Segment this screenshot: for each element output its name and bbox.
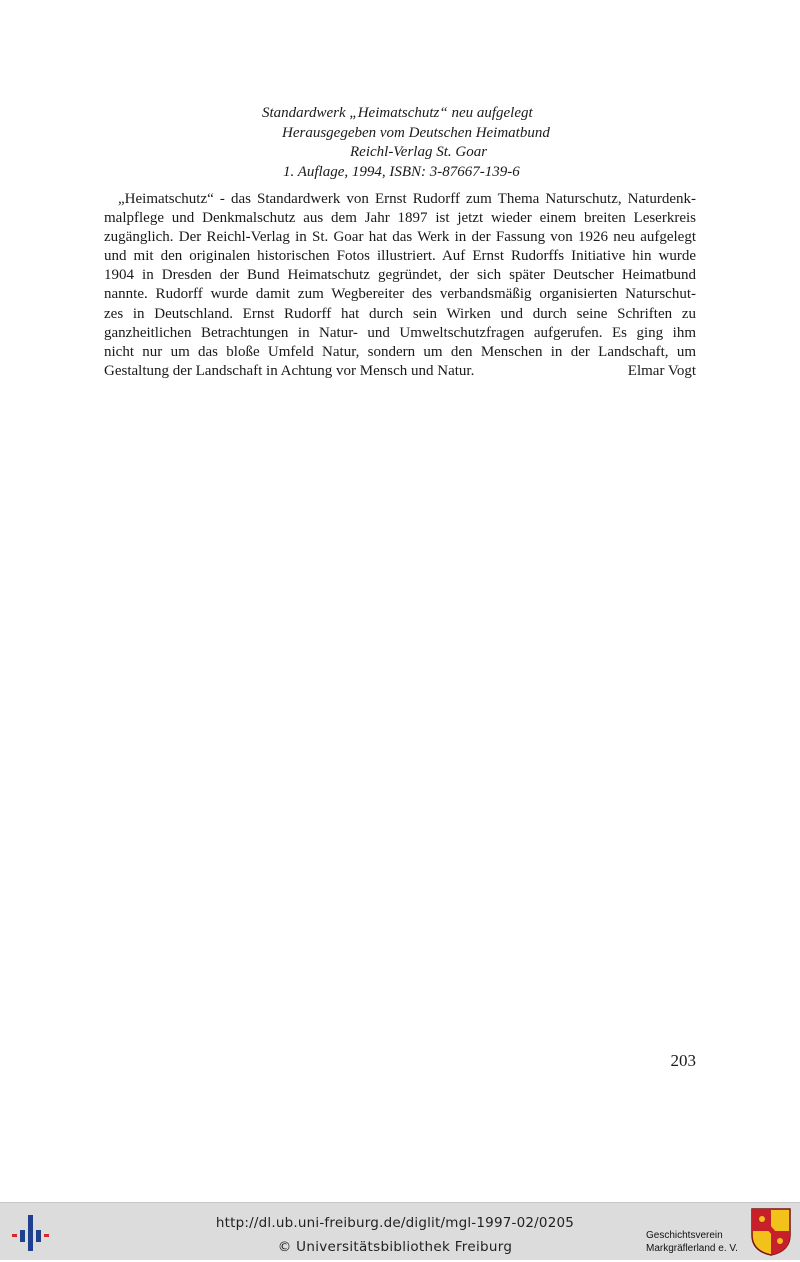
coat-of-arms-icon <box>750 1207 792 1257</box>
review-line: 1904 in Dresden der Bund Heimatschutz gegründet, der sich später Deutscher Heimatbund <box>104 267 696 284</box>
review-line: „Heimatschutz“ - das Standardwerk von Ernst Rudorff zum Thema Naturschutz, Naturdenk- <box>118 191 696 207</box>
review-line: ganzheitlichen Betrachtungen in Natur- und Umweltschutzfragen aufgerufen. Es ging ihm <box>104 324 696 341</box>
review-last-line <box>104 362 696 381</box>
review-line: zugänglich. Der Reichl-Verlag in St. Goar hat das Werk in der Fassung von 1926 neu aufgelegt <box>104 229 696 246</box>
page-number: 203 <box>670 1051 696 1070</box>
society-name-line1: Geschichtsverein <box>646 1230 723 1241</box>
review-line: nannte. Rudorff wurde damit zum Wegbereiter des verbandsmäßig organisierten Naturschut- <box>104 286 696 303</box>
book-editor: Herausgegeben vom Deutschen Heimatbund <box>282 124 550 141</box>
review-line: und mit den originalen historischen Fotos illustriert. Auf Ernst Rudorffs Initiative hin wurde <box>104 248 696 265</box>
book-header <box>230 104 590 182</box>
society-name <box>646 1229 750 1255</box>
review-line: malpflege und Denkmalschutz aus dem Jahr 1897 ist jetzt wieder einem breiten Leserkreis <box>104 210 696 227</box>
review-closing-text: Gestaltung der Landschaft in Achtung vor Mensch und Natur. <box>104 362 475 379</box>
copyright-notice: © Universitätsbibliothek Freiburg <box>277 1239 513 1255</box>
ub-freiburg-logo-icon[interactable] <box>12 1213 52 1253</box>
review-line: zes in Deutschland. Ernst Rudorff hat durch sein Wirken und durch seine Schriften zu <box>104 305 696 322</box>
book-title: Standardwerk „Heimatschutz“ neu aufgelegt <box>262 105 533 121</box>
review-line: nicht nur um das bloße Umfeld Natur, sondern um den Menschen in der Landschaft, um <box>104 343 696 360</box>
book-edition: 1. Auflage, 1994, ISBN: 3-87667-139-6 <box>283 163 520 180</box>
book-publisher: Reichl-Verlag St. Goar <box>350 144 488 160</box>
review-text <box>104 190 696 381</box>
society-name-line2: Markgräflerland e. V. <box>646 1243 738 1254</box>
source-url-link[interactable]: http://dl.ub.uni-freiburg.de/diglit/mgl-1997-02/0205 <box>215 1215 575 1231</box>
review-author: Elmar Vogt <box>627 362 696 379</box>
footer-bar <box>0 1202 800 1260</box>
